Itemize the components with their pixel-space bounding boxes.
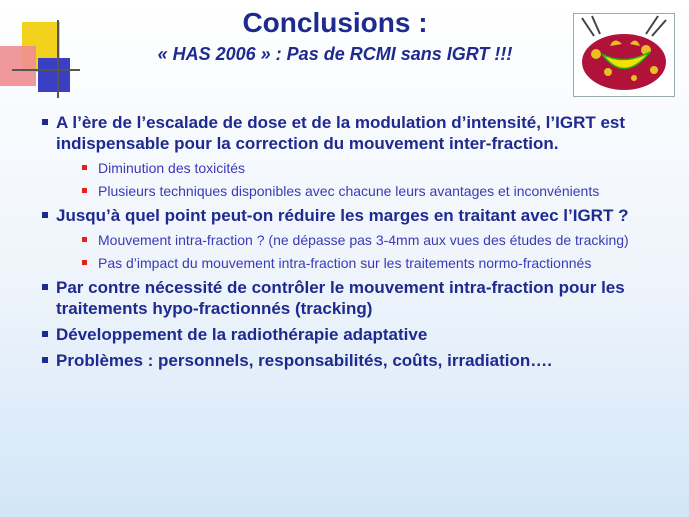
square-bullet-icon xyxy=(42,212,48,218)
sub-bullet-text: Pas d’impact du mouvement intra-fraction sur les traitements normo-fractionnés xyxy=(98,255,592,271)
bullet-text: A l’ère de l’escalade de dose et de la modulation d’intensité, l’IGRT est indispensable pour la correction du mouvement inter-fraction. xyxy=(56,113,626,153)
bullet-item xyxy=(40,205,665,226)
bullet-item xyxy=(40,112,665,154)
square-bullet-icon xyxy=(82,188,87,193)
bullet-text: Développement de la radiothérapie adaptative xyxy=(56,325,428,344)
square-bullet-icon xyxy=(42,357,48,363)
square-bullet-icon xyxy=(82,165,87,170)
bullet-text: Problèmes : personnels, responsabilités, coûts, irradiation…. xyxy=(56,351,552,370)
sub-bullet-item xyxy=(82,254,665,272)
bullet-list xyxy=(40,112,665,376)
page-title: Conclusions : xyxy=(242,7,428,38)
bullet-item xyxy=(40,277,665,319)
cartoon-face-logo-icon xyxy=(574,14,674,96)
square-bullet-icon xyxy=(42,284,48,290)
sub-bullet-item xyxy=(82,159,665,177)
bullet-text: Par contre nécessité de contrôler le mouvement intra-fraction pour les traitements hypo-fractionnés (tracking) xyxy=(56,278,625,318)
logo-frame xyxy=(573,13,675,97)
slide-title-block xyxy=(100,6,570,66)
page-subtitle: « HAS 2006 » : Pas de RCMI sans IGRT !!! xyxy=(157,44,513,64)
bullet-item xyxy=(40,350,665,371)
sub-bullet-text: Mouvement intra-fraction ? (ne dépasse pas 3-4mm aux vues des études de tracking) xyxy=(98,232,629,248)
bullet-item xyxy=(40,324,665,345)
square-bullet-icon xyxy=(82,260,87,265)
square-bullet-icon xyxy=(82,237,87,242)
corner-squares-decoration-icon xyxy=(0,0,80,100)
sub-bullet-item xyxy=(82,231,665,249)
square-bullet-icon xyxy=(42,331,48,337)
sub-bullet-text: Diminution des toxicités xyxy=(98,160,246,176)
sub-bullet-text: Plusieurs techniques disponibles avec chacune leurs avantages et inconvénients xyxy=(98,183,600,199)
bullet-text: Jusqu’à quel point peut-on réduire les marges en traitant avec l’IGRT ? xyxy=(56,206,629,225)
sub-bullet-item xyxy=(82,182,665,200)
square-bullet-icon xyxy=(42,119,48,125)
